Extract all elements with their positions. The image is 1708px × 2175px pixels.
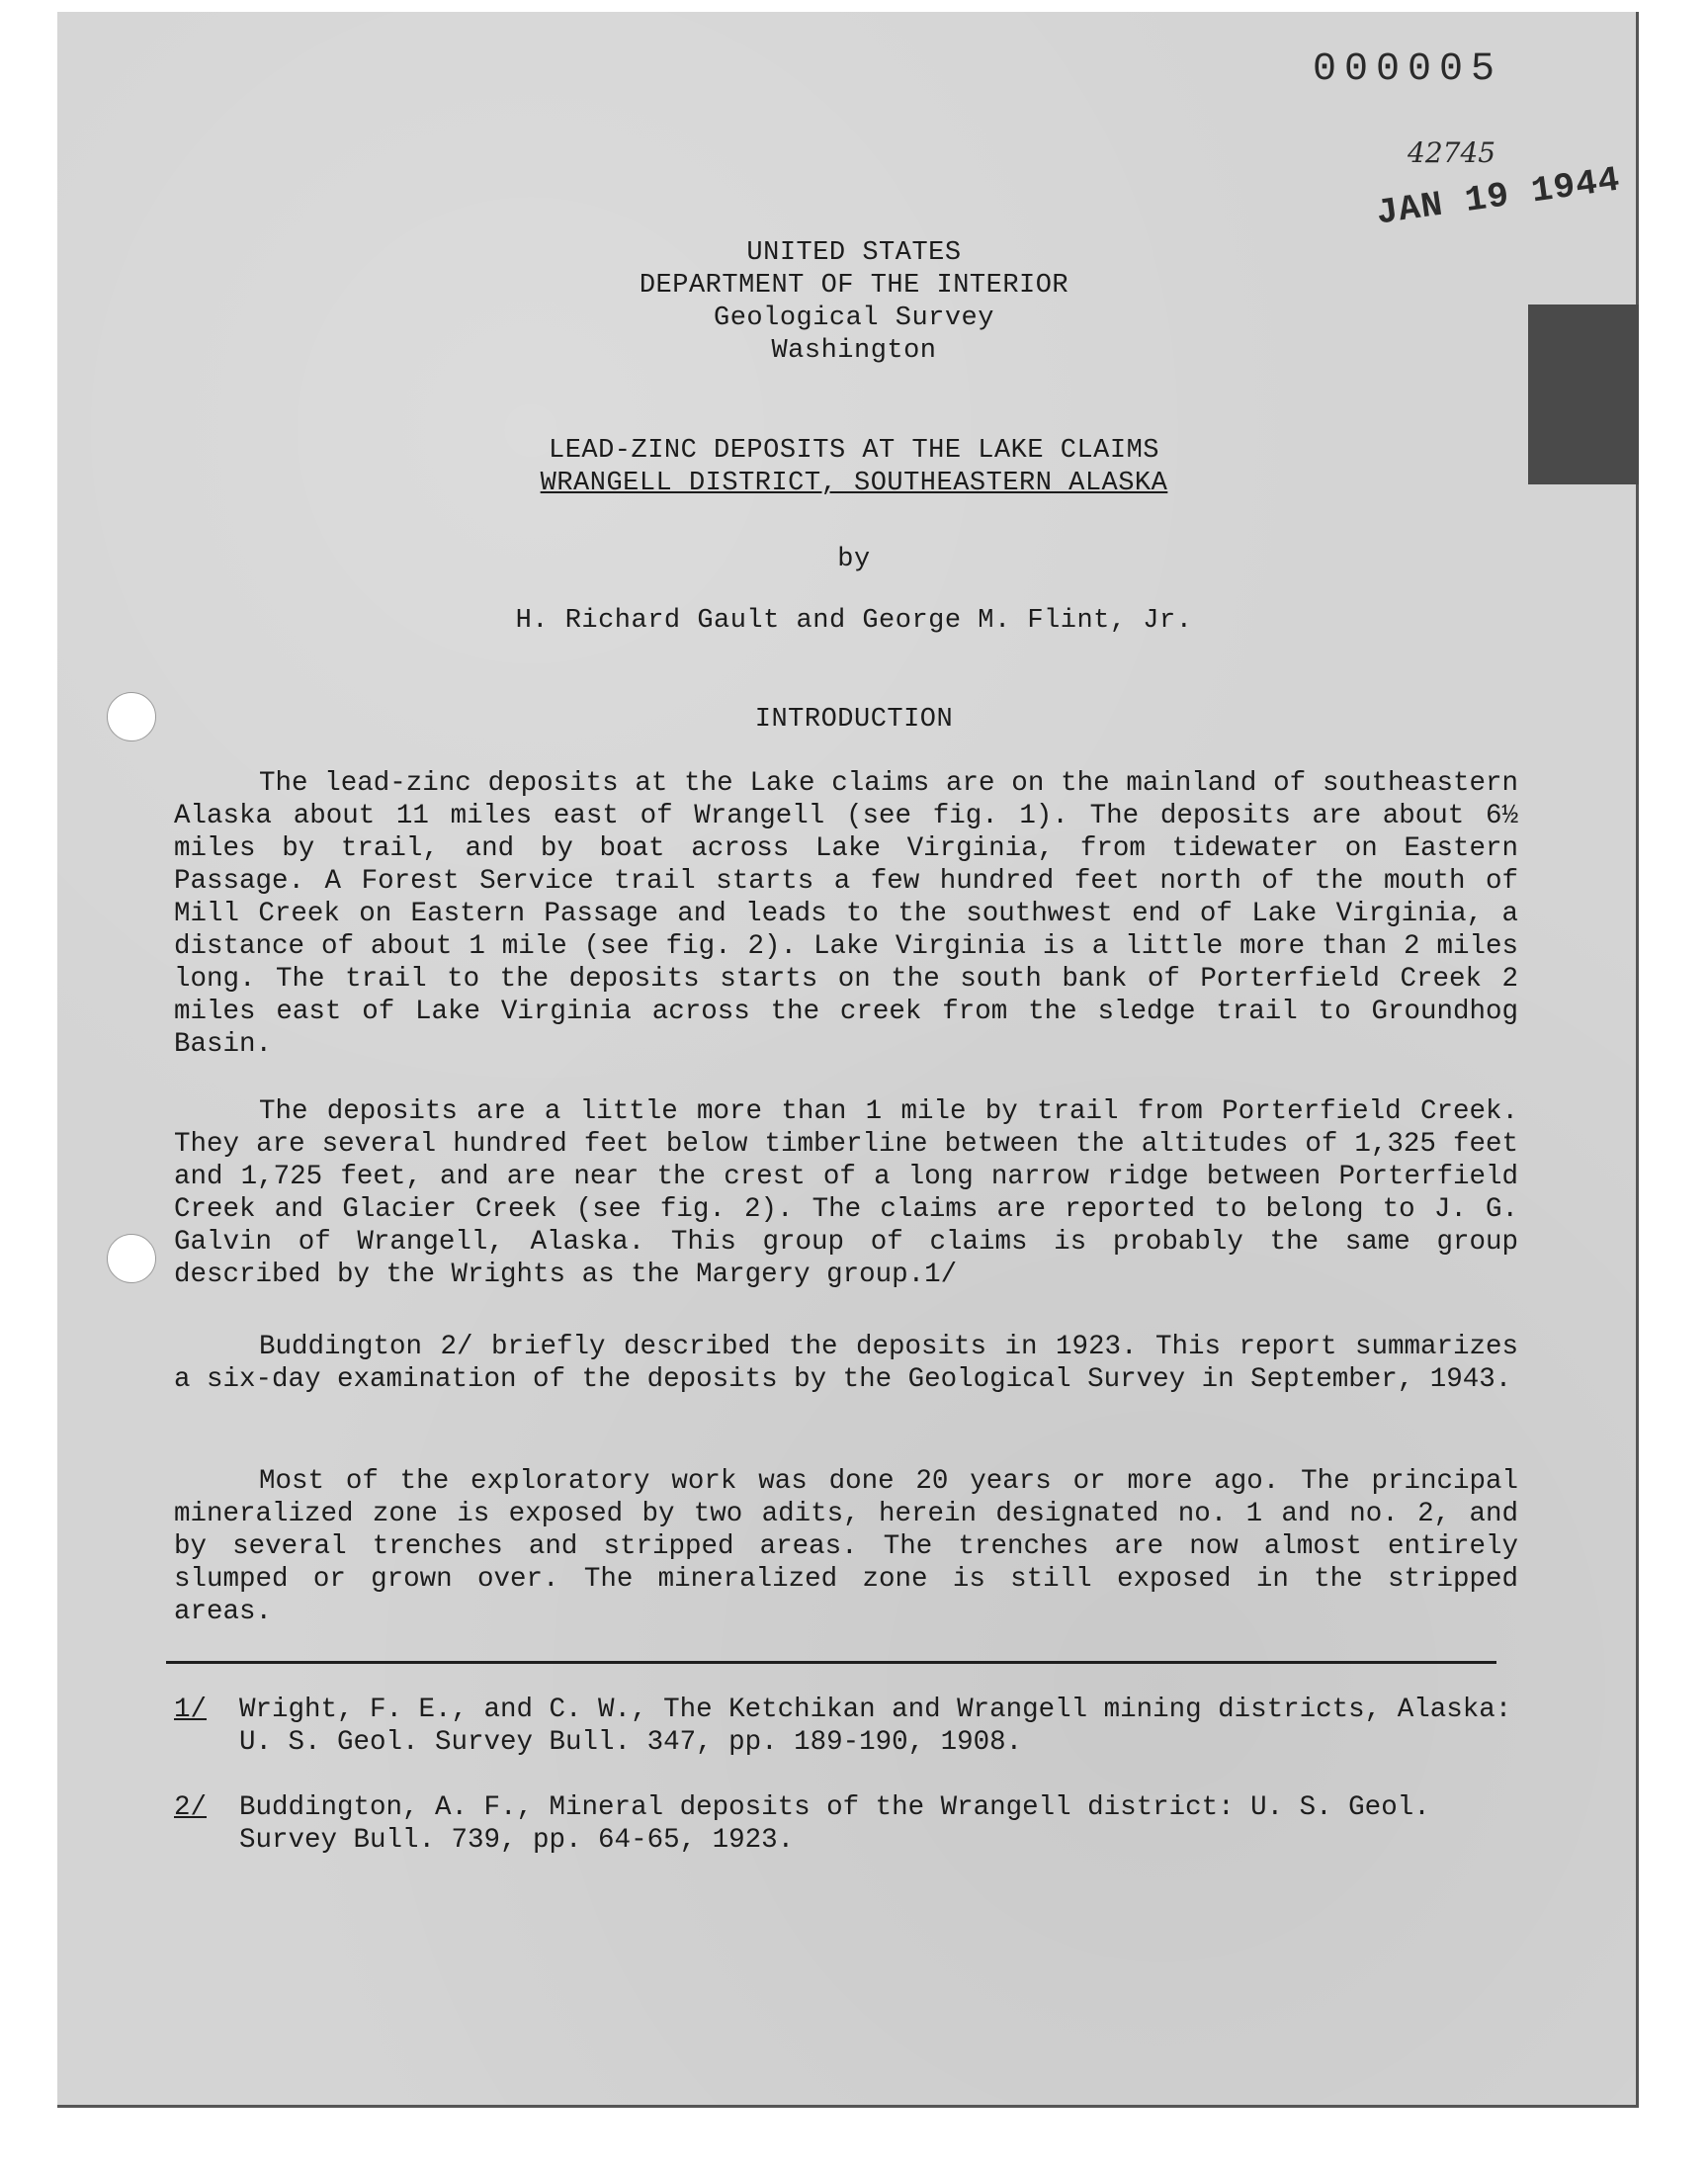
footnote-mark: 2/: [174, 1792, 208, 1823]
footnote-text: Wright, F. E., and C. W., The Ketchikan and Wrangell mining districts, Alaska: U. S. Geol. Survey Bull. 347, pp. 189-190, 1908.: [239, 1695, 1512, 1758]
punch-hole: [107, 1234, 156, 1283]
section-heading: INTRODUCTION: [754, 705, 954, 735]
agency-line: Geological Survey: [714, 304, 994, 333]
authors: H. Richard Gault and George M. Flint, Jr.: [515, 606, 1193, 636]
document-number-stamp: 000005: [1313, 47, 1503, 92]
body-paragraph: The lead-zinc deposits at the Lake claims are on the mainland of southeastern Alaska about 11 miles east of Wrangell (see fig. 1). The deposits are about 6½ miles by trail, and by boat across Lake Virginia, from tidewater on Eastern Passage. A Forest Service trail starts a few hundred feet north of the mouth of Mill Creek on Eastern Passage and leads to the southwest end of Lake Virginia, a distance of about 1 mile (see fig. 2). Lake Virginia is a little more than 2 miles long. The trail to the deposits starts on the south bank of Porterfield Creek 2 miles east of Lake Virginia across the creek from the sledge trail to Groundhog Basin.: [174, 768, 1518, 1060]
body-paragraph: Most of the exploratory work was done 20 years or more ago. The principal mineralized zone is exposed by two adits, herein designated no. 1 and no. 2, and by several trenches and stripped areas. The trenches are now almost entirely slumped or grown over. The mineralized zone is still exposed in the stripped areas.: [174, 1466, 1518, 1627]
title-line: LEAD-ZINC DEPOSITS AT THE LAKE CLAIMS: [549, 436, 1159, 466]
agency-header: [0, 237, 1708, 368]
byline-by: by: [837, 545, 871, 574]
body-paragraph: The deposits are a little more than 1 mile by trail from Porterfield Creek. They are several hundred feet below timberline between the altitudes of 1,325 feet and 1,725 feet, and are near the crest of a long narrow ridge between Porterfield Creek and Glacier Creek (see fig. 2). The claims are reported to belong to J. G. Galvin of Wrangell, Alaska. This group of claims is probably the same group described by the Wrights as the Margery group.1/: [174, 1096, 1518, 1290]
footnote-text: Buddington, A. F., Mineral deposits of the Wrangell district: U. S. Geol. Survey Bull. 739, pp. 64-65, 1923.: [239, 1792, 1430, 1856]
accession-number: 42745: [1408, 136, 1496, 169]
agency-line: UNITED STATES: [746, 238, 962, 268]
report-title: [0, 435, 1708, 500]
footnote: [174, 1694, 1518, 1759]
title-line: WRANGELL DISTRICT, SOUTHEASTERN ALASKA: [540, 469, 1168, 498]
agency-line: Washington: [771, 336, 937, 366]
agency-line: DEPARTMENT OF THE INTERIOR: [639, 271, 1069, 301]
footnote-mark: 1/: [174, 1695, 208, 1725]
body-paragraph: Buddington 2/ briefly described the deposits in 1923. This report summarizes a six-day examination of the deposits by the Geological Survey in September, 1943.: [174, 1332, 1518, 1395]
received-date-stamp: JAN 19 1944: [1374, 159, 1623, 234]
footnote: [174, 1791, 1518, 1857]
footnote-divider: [166, 1661, 1496, 1664]
